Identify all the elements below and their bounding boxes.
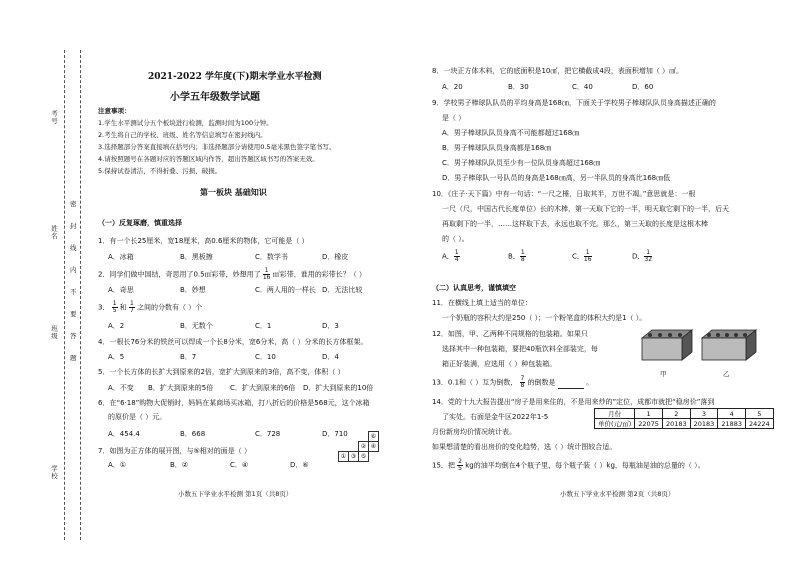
- q3-c: C．1: [255, 322, 272, 330]
- q10-line2: 一尺（尺，中国古代长度单位）长的木棒，第一天取下它的一半，明天取它剩下的一半，后天: [442, 205, 729, 213]
- q1: 1．有一个长25厘米，宽18厘米，高0.6厘米的物体，它可能是（ ）: [98, 237, 309, 245]
- table-cell: 20183: [662, 419, 690, 429]
- q6-line1: 6．在“6·18”购物大促销时，妈妈在某商场买冰箱，打八折后的价格是568元，这个冰箱: [98, 399, 370, 407]
- box-yi-label: 乙: [723, 370, 730, 378]
- q9-d: D．男子棒球队一号队员的身高是168㎝高，另一半队员的身高比168㎝低: [442, 174, 671, 182]
- q13-answer-blank[interactable]: [558, 381, 584, 389]
- seal-line-outer: [64, 50, 65, 540]
- q10-option-fraction: $\frac{1}{32}$: [644, 249, 653, 263]
- q10-option: [442, 250, 460, 263]
- q5-b: B．扩大到原来的5倍: [148, 384, 214, 392]
- part-1-title: （一）反复琢磨，慎重选择: [98, 219, 182, 227]
- q10-option-fraction: $\frac{1}{8}$: [520, 249, 525, 263]
- seal-char: 内: [70, 266, 77, 274]
- q14-line3: 月份新房均价情况统计表。: [432, 428, 516, 436]
- q4-d: D．4: [322, 353, 339, 361]
- class-label: 班级: [50, 325, 58, 340]
- q6-line2: 的原价是（ ）元。: [108, 413, 167, 421]
- packing-boxes-figure: [636, 326, 762, 372]
- name-label: 姓名: [50, 225, 58, 240]
- net-face-5: ⑤: [358, 451, 369, 462]
- q14-line1: 14．党的十九大报告提出“房子是用来住的，不是用来炒的”定位，成都市就把“稳房价”落到: [432, 398, 715, 406]
- seal-char: 线: [70, 244, 77, 252]
- q6-b: B．668: [180, 430, 206, 438]
- q7-b: B．②: [170, 461, 189, 469]
- note-2: 2.考生将自己的学校、班级、姓名等信息填写在密封线内。: [98, 131, 267, 139]
- table-cell: 24224: [746, 419, 774, 429]
- q10-line4: 的（ ）。: [442, 235, 469, 243]
- q2-c: C．两人用的一样长: [255, 286, 316, 294]
- section-1-title: 第一板块 基础知识: [200, 188, 267, 197]
- q10-option-label: C．: [572, 252, 584, 261]
- net-face-4: ④: [368, 441, 379, 452]
- seal-line: [80, 50, 81, 540]
- q2-d: D．无法比较: [322, 286, 363, 294]
- q8-b: B．30: [508, 83, 529, 91]
- exam-subtitle: 小学五年级数学试题: [170, 92, 260, 103]
- q15-fraction: $\frac{2}{5}$: [458, 458, 462, 472]
- q5-d: D．扩大到原来的10倍: [303, 384, 374, 392]
- q4-a: A．5: [108, 353, 125, 361]
- q8-c: C．40: [572, 83, 593, 91]
- school-label: 学校: [50, 465, 58, 480]
- house-price-table: [594, 408, 774, 429]
- q10-option-label: A．: [442, 252, 454, 261]
- seal-char: 封: [70, 222, 77, 230]
- box-jia-label: 甲: [660, 370, 667, 378]
- q3-a: A．2: [108, 322, 125, 330]
- seal-char: 答: [70, 332, 77, 340]
- q10-option: [572, 250, 592, 263]
- q7-a: A．①: [108, 461, 127, 469]
- q1-a: A．冰箱: [108, 253, 134, 261]
- q6-d: D．710: [322, 430, 348, 438]
- q1-b: B．黑板擦: [180, 253, 213, 261]
- q10-option-fraction: $\frac{1}{4}$: [454, 249, 459, 263]
- table-cell: 3: [690, 409, 718, 419]
- q2-text-a: 2．同学们做中国结，奇思用了0.5㎡彩带，妙想用了: [98, 270, 261, 279]
- q15: 15．把 $\frac{2}{5}$ kg的油平均倒在4个瓶子里，每个瓶子装（ ）kg，每瓶油是油的总量的（ ）。: [432, 458, 705, 472]
- q3-d: D．3: [322, 322, 339, 330]
- q6-a: A．454.4: [108, 430, 140, 438]
- net-face-3: ③: [348, 451, 359, 462]
- table-cell: 4: [718, 409, 746, 419]
- table-cell: 5: [746, 409, 774, 419]
- q1-c: C．数学书: [255, 253, 288, 261]
- table-cell: 单价(元/㎡): [595, 419, 635, 429]
- table-row: [595, 419, 774, 429]
- q3-b: B．无数个: [180, 322, 213, 330]
- q10-option: [632, 250, 652, 263]
- q7: 7．如图为正方体的展开图，与⑤相对的面是（ ）: [98, 447, 251, 455]
- q11: 11．在横线上填上适当的单位：: [432, 299, 532, 307]
- q7-c: C．④: [230, 461, 249, 469]
- box-yi: [702, 330, 756, 360]
- table-cell: 21883: [718, 419, 746, 429]
- q2-fraction: $\frac{1}{16}$: [262, 267, 271, 281]
- q9-line2: 是（ ）: [442, 114, 466, 122]
- q10-option-label: B．: [508, 252, 520, 261]
- q2-b: B．妙想: [180, 286, 206, 294]
- q11-detail: 一个奶瓶的容积大约是250（ ）；一个粉笔盒的体积大约是1（ ）。: [442, 314, 647, 322]
- q5: 5．一个长方体的长扩大到原来的2倍，宽扩大到原来的3倍，高不变，体积（ ）: [98, 368, 345, 376]
- net-face-2: ②: [358, 441, 369, 452]
- table-header-row: [595, 409, 774, 419]
- part-2-title: （二）认真思考，谨慎填空: [432, 284, 516, 292]
- notes-title: 注意事项：: [98, 107, 131, 115]
- exam-title: 2021-2022 学年度(下)期末学业水平检测: [148, 72, 322, 82]
- q9-c: C．男子棒球队队员至少有一位队员身高超过168㎝: [442, 159, 601, 167]
- note-1: 1.学生水平测试分五个板块进行检测，监测时间为100分钟。: [98, 119, 273, 127]
- q7-d: D．⑥: [290, 461, 309, 469]
- q5-c: C．扩大到原来的6倍: [230, 384, 296, 392]
- note-4: 4.请按照题号在各题对应的答题区域内作答，超出答题区域书写的答案无效。: [98, 155, 319, 163]
- q8: 8．一块正方体木料，它的底面积是10㎠，把它横截成4段，表面积增加（ ）㎠。: [432, 67, 684, 75]
- q12-line3: 箱正好装满，应选用（ ）种包装箱。: [442, 360, 557, 368]
- q4-c: C．10: [255, 353, 276, 361]
- q10-option-label: D．: [632, 252, 645, 261]
- seal-char: 要: [70, 310, 77, 318]
- q2: [98, 268, 366, 281]
- table-cell: 2: [662, 409, 690, 419]
- q14-line2: 了实处。右面是金牛区2022年1-5: [442, 413, 549, 421]
- q12-line1: 12．如图，甲、乙两种不同规格的包装箱。如果只: [432, 330, 588, 338]
- seal-char: 密: [70, 200, 77, 208]
- q5-a: A．不变: [108, 384, 134, 392]
- q4-b: B．7: [180, 353, 197, 361]
- q6-c: C．728: [255, 430, 281, 438]
- table-cell: 1: [635, 409, 663, 419]
- exam-no-label: 考号: [50, 110, 58, 125]
- q8-a: A．20: [442, 83, 463, 91]
- q8-d: D．60: [632, 83, 654, 91]
- q9-b: B．男子棒球队队员身高都是168㎝: [442, 144, 552, 152]
- q4: 4．一根长76分米的铁丝可以焊成一个长8分米，宽6分米，高（ ）分米的长方体框架。: [98, 338, 368, 346]
- footer-page-1: 小数五下学业水平检测 第1页（共8页）: [178, 490, 293, 498]
- q10-option: [508, 250, 526, 263]
- table-cell: 20183: [690, 419, 718, 429]
- q10-line1: 10．《庄子·天下篇》中有一句话：“一尺之棰，日取其半，万世不竭。”意思就是：一根: [432, 190, 696, 198]
- seal-char: 题: [70, 354, 77, 362]
- q12-line2: 选择其中一种包装箱，要把40瓶饮料全部装完，每: [442, 345, 598, 353]
- q3: 3． $\frac{1}{5}$ 和 $\frac{1}{7}$ 之间的分数有（ ）个: [98, 300, 203, 314]
- note-5: 5.保持试卷清洁，不得折叠、污损、破损。: [98, 167, 222, 175]
- q1-d: D．橡皮: [322, 253, 349, 261]
- note-3: 3.选择题部分答案直接填在括号内；非选择题部分请使用0.5毫米黑色签字笔书写。: [98, 143, 336, 151]
- seal-char: 不: [70, 288, 77, 296]
- table-cell: 月份: [595, 409, 635, 419]
- q10-option-fraction: $\frac{1}{16}$: [583, 249, 592, 263]
- box-jia: [642, 330, 692, 360]
- q3-fraction-2: $\frac{1}{7}$: [130, 300, 134, 314]
- q9-a: A．男子棒球队队员身高不可能都超过168㎝: [442, 129, 580, 137]
- net-face-1: ①: [338, 451, 349, 462]
- net-face-6: ⑥: [368, 431, 379, 442]
- q2-a: A．奇思: [108, 286, 134, 294]
- q14-line4: 如果想清楚的看出房价的变化趋势，选（ ）统计图较合适。: [432, 443, 617, 451]
- q10-line3: 再取剩下的一半，……这样取下去，永远也取不完。那么，第三天取的长度是这根木棒: [442, 220, 708, 228]
- footer-page-2: 小数五下学业水平检测 第2页（共8页）: [560, 490, 675, 498]
- q2-text-b: ㎡彩带，谁用的彩带长？（ ）: [272, 270, 366, 279]
- q13: 13．0.1和（ ）互为倒数， $\frac{7}{8}$ 的倒数是 。: [432, 375, 594, 389]
- q3-fraction-1: $\frac{1}{5}$: [112, 300, 117, 314]
- table-cell: 22075: [635, 419, 663, 429]
- q13-fraction: $\frac{7}{8}$: [520, 375, 525, 389]
- q9-line1: 9．学校男子棒球队队员的平均身高是168㎝，下面关于学校男子棒球队队员身高描述正确的: [432, 99, 716, 107]
